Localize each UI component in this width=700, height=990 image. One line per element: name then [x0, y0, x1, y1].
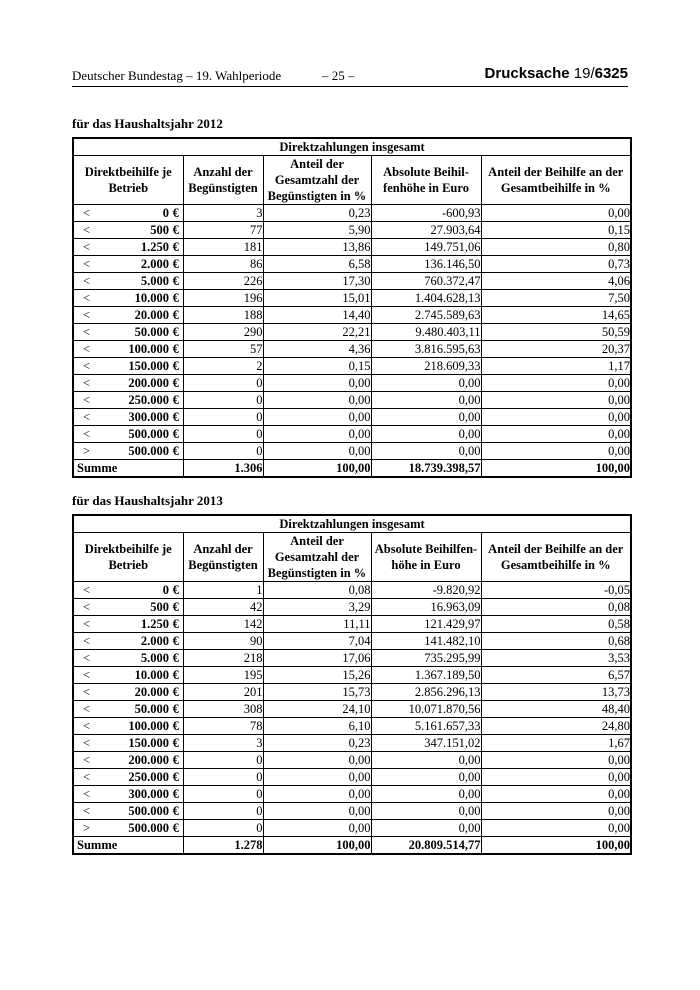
table-row: [73, 341, 631, 358]
header-parliament: Deutscher Bundestag – 19. Wahlperiode: [72, 68, 282, 83]
bracket-amount: 500.000: [99, 820, 169, 837]
beneficiary-count: 57: [183, 341, 263, 358]
beneficiary-share: 0,15: [263, 358, 371, 375]
beneficiary-count: 181: [183, 239, 263, 256]
col-header-absolute: Absolute Beihil-fenhöhe in Euro: [371, 156, 481, 205]
bracket-sign: >: [73, 820, 99, 837]
bracket-sign: <: [73, 769, 99, 786]
currency-symbol: €: [169, 701, 183, 718]
beneficiary-count: 290: [183, 324, 263, 341]
currency-symbol: €: [169, 599, 183, 616]
bracket-amount: 50.000: [99, 701, 169, 718]
table-row: [73, 239, 631, 256]
table-row: [73, 582, 631, 599]
bracket-sign: <: [73, 256, 99, 273]
currency-symbol: €: [169, 307, 183, 324]
sum-row: [73, 460, 631, 478]
beneficiary-count: 0: [183, 443, 263, 460]
col-header-share: Anteil der Gesamtzahl der Begünstigten in %: [263, 533, 371, 582]
bracket-sign: <: [73, 409, 99, 426]
beneficiary-count: 78: [183, 718, 263, 735]
col-header-bracket: Direktbeihilfe je Betrieb: [73, 533, 183, 582]
sum-percent: 100,00: [481, 460, 631, 478]
page-number: – 25 –: [322, 68, 355, 83]
beneficiary-count: 142: [183, 616, 263, 633]
beneficiary-share: 0,00: [263, 409, 371, 426]
table-row: [73, 650, 631, 667]
absolute-aid: 16.963,09: [371, 599, 481, 616]
page-header: [72, 66, 628, 87]
aid-percent: 0,00: [481, 375, 631, 392]
bracket-sign: <: [73, 786, 99, 803]
bracket-amount: 2.000: [99, 633, 169, 650]
sum-percent: 100,00: [481, 837, 631, 855]
absolute-aid: 121.429,97: [371, 616, 481, 633]
aid-percent: 3,53: [481, 650, 631, 667]
table-row: [73, 392, 631, 409]
doc-number: 6325: [594, 65, 628, 82]
beneficiary-share: 15,01: [263, 290, 371, 307]
aid-percent: 0,73: [481, 256, 631, 273]
col-header-percent: Anteil der Beihilfe an der Gesamtbeihilfe in %: [481, 533, 631, 582]
bracket-sign: <: [73, 392, 99, 409]
bracket-amount: 250.000: [99, 769, 169, 786]
absolute-aid: 0,00: [371, 769, 481, 786]
table-row: [73, 701, 631, 718]
currency-symbol: €: [169, 239, 183, 256]
absolute-aid: 141.482,10: [371, 633, 481, 650]
currency-symbol: €: [169, 616, 183, 633]
beneficiary-count: 0: [183, 803, 263, 820]
absolute-aid: 9.480.403,11: [371, 324, 481, 341]
absolute-aid: 2.745.589,63: [371, 307, 481, 324]
table-2013: [72, 514, 632, 855]
bracket-amount: 2.000: [99, 256, 169, 273]
bracket-sign: <: [73, 667, 99, 684]
bracket-sign: <: [73, 358, 99, 375]
beneficiary-count: 0: [183, 409, 263, 426]
bracket-sign: <: [73, 290, 99, 307]
col-header-count: Anzahl der Begünstigten: [183, 156, 263, 205]
bracket-amount: 10.000: [99, 290, 169, 307]
col-header-percent: Anteil der Beihilfe an der Gesamtbeihilfe in %: [481, 156, 631, 205]
currency-symbol: €: [169, 324, 183, 341]
bracket-sign: <: [73, 341, 99, 358]
aid-percent: 0,00: [481, 769, 631, 786]
currency-symbol: €: [169, 205, 183, 222]
section-title-2012: für das Haushaltsjahr 2012: [72, 116, 223, 131]
beneficiary-count: 201: [183, 684, 263, 701]
bracket-amount: 250.000: [99, 392, 169, 409]
table-row: [73, 735, 631, 752]
absolute-aid: 0,00: [371, 786, 481, 803]
beneficiary-count: 86: [183, 256, 263, 273]
bracket-sign: <: [73, 616, 99, 633]
group-header: Direktzahlungen insgesamt: [73, 515, 631, 533]
bracket-sign: <: [73, 803, 99, 820]
beneficiary-count: 0: [183, 786, 263, 803]
beneficiary-share: 3,29: [263, 599, 371, 616]
beneficiary-share: 13,86: [263, 239, 371, 256]
absolute-aid: -9.820,92: [371, 582, 481, 599]
beneficiary-share: 22,21: [263, 324, 371, 341]
bracket-sign: <: [73, 718, 99, 735]
beneficiary-share: 0,23: [263, 205, 371, 222]
absolute-aid: 3.816.595,63: [371, 341, 481, 358]
bracket-amount: 1.250: [99, 616, 169, 633]
bracket-sign: >: [73, 443, 99, 460]
currency-symbol: €: [169, 667, 183, 684]
table-row: [73, 684, 631, 701]
sum-absolute: 18.739.398,57: [371, 460, 481, 478]
bracket-sign: <: [73, 324, 99, 341]
absolute-aid: 10.071.870,56: [371, 701, 481, 718]
bracket-sign: <: [73, 701, 99, 718]
aid-percent: -0,05: [481, 582, 631, 599]
absolute-aid: 0,00: [371, 803, 481, 820]
beneficiary-share: 6,58: [263, 256, 371, 273]
currency-symbol: €: [169, 786, 183, 803]
absolute-aid: 0,00: [371, 375, 481, 392]
table-row: [73, 256, 631, 273]
aid-percent: 0,80: [481, 239, 631, 256]
bracket-sign: <: [73, 650, 99, 667]
sum-absolute: 20.809.514,77: [371, 837, 481, 855]
table-row: [73, 273, 631, 290]
currency-symbol: €: [169, 426, 183, 443]
sum-row: [73, 837, 631, 855]
bracket-amount: 50.000: [99, 324, 169, 341]
col-header-absolute: Absolute Beihilfen-höhe in Euro: [371, 533, 481, 582]
table-row: [73, 222, 631, 239]
table-row: [73, 786, 631, 803]
bracket-amount: 100.000: [99, 718, 169, 735]
absolute-aid: 136.146,50: [371, 256, 481, 273]
bracket-sign: <: [73, 205, 99, 222]
beneficiary-share: 24,10: [263, 701, 371, 718]
aid-percent: 0,00: [481, 205, 631, 222]
table-2012: [72, 137, 632, 478]
table-row: [73, 718, 631, 735]
aid-percent: 0,00: [481, 752, 631, 769]
currency-symbol: €: [169, 443, 183, 460]
bracket-sign: <: [73, 239, 99, 256]
bracket-amount: 0: [99, 582, 169, 599]
bracket-amount: 300.000: [99, 409, 169, 426]
beneficiary-count: 3: [183, 205, 263, 222]
table-row: [73, 752, 631, 769]
absolute-aid: 0,00: [371, 409, 481, 426]
beneficiary-share: 0,00: [263, 786, 371, 803]
bracket-amount: 0: [99, 205, 169, 222]
document-number: [485, 65, 628, 82]
bracket-amount: 500.000: [99, 803, 169, 820]
aid-percent: 20,37: [481, 341, 631, 358]
beneficiary-count: 42: [183, 599, 263, 616]
aid-percent: 0,00: [481, 392, 631, 409]
bracket-sign: <: [73, 307, 99, 324]
bracket-amount: 500.000: [99, 426, 169, 443]
bracket-sign: <: [73, 582, 99, 599]
currency-symbol: €: [169, 803, 183, 820]
aid-percent: 50,59: [481, 324, 631, 341]
beneficiary-share: 4,36: [263, 341, 371, 358]
bracket-amount: 500: [99, 599, 169, 616]
beneficiary-share: 0,00: [263, 820, 371, 837]
beneficiary-count: 0: [183, 392, 263, 409]
beneficiary-count: 188: [183, 307, 263, 324]
currency-symbol: €: [169, 341, 183, 358]
bracket-amount: 500: [99, 222, 169, 239]
bracket-sign: <: [73, 375, 99, 392]
aid-percent: 4,06: [481, 273, 631, 290]
table-row: [73, 358, 631, 375]
absolute-aid: 1.367.189,50: [371, 667, 481, 684]
bracket-amount: 20.000: [99, 684, 169, 701]
absolute-aid: 0,00: [371, 443, 481, 460]
currency-symbol: €: [169, 752, 183, 769]
aid-percent: 24,80: [481, 718, 631, 735]
bracket-amount: 200.000: [99, 752, 169, 769]
aid-percent: 0,00: [481, 443, 631, 460]
bracket-amount: 150.000: [99, 735, 169, 752]
bracket-amount: 100.000: [99, 341, 169, 358]
absolute-aid: 0,00: [371, 752, 481, 769]
beneficiary-share: 15,73: [263, 684, 371, 701]
currency-symbol: €: [169, 409, 183, 426]
aid-percent: 48,40: [481, 701, 631, 718]
beneficiary-count: 2: [183, 358, 263, 375]
aid-percent: 0,00: [481, 409, 631, 426]
aid-percent: 0,00: [481, 426, 631, 443]
doc-label: Drucksache: [484, 65, 570, 82]
aid-percent: 0,08: [481, 599, 631, 616]
beneficiary-count: 226: [183, 273, 263, 290]
aid-percent: 6,57: [481, 667, 631, 684]
bracket-sign: <: [73, 426, 99, 443]
beneficiary-count: 0: [183, 752, 263, 769]
currency-symbol: €: [169, 358, 183, 375]
table-row: [73, 769, 631, 786]
bracket-sign: <: [73, 599, 99, 616]
section-title-2013: für das Haushaltsjahr 2013: [72, 493, 223, 508]
bracket-amount: 200.000: [99, 375, 169, 392]
beneficiary-count: 195: [183, 667, 263, 684]
aid-percent: 14,65: [481, 307, 631, 324]
bracket-sign: <: [73, 752, 99, 769]
bracket-amount: 5.000: [99, 650, 169, 667]
beneficiary-share: 0,00: [263, 752, 371, 769]
aid-percent: 0,00: [481, 786, 631, 803]
beneficiary-count: 77: [183, 222, 263, 239]
aid-percent: 13,73: [481, 684, 631, 701]
table-row: [73, 616, 631, 633]
bracket-amount: 5.000: [99, 273, 169, 290]
col-header-share: Anteil der Gesamtzahl der Begünstigten in %: [263, 156, 371, 205]
bracket-amount: 20.000: [99, 307, 169, 324]
bracket-amount: 10.000: [99, 667, 169, 684]
beneficiary-count: 3: [183, 735, 263, 752]
aid-percent: 0,00: [481, 820, 631, 837]
sum-count: 1.306: [183, 460, 263, 478]
beneficiary-share: 6,10: [263, 718, 371, 735]
beneficiary-share: 0,00: [263, 803, 371, 820]
absolute-aid: 760.372,47: [371, 273, 481, 290]
table-row: [73, 667, 631, 684]
bracket-sign: <: [73, 633, 99, 650]
currency-symbol: €: [169, 375, 183, 392]
table-row: [73, 307, 631, 324]
aid-percent: 7,50: [481, 290, 631, 307]
bracket-amount: 1.250: [99, 239, 169, 256]
doc-number-prefix: 19/: [573, 65, 595, 82]
col-header-bracket: Direktbeihilfe je Betrieb: [73, 156, 183, 205]
beneficiary-share: 0,08: [263, 582, 371, 599]
currency-symbol: €: [169, 820, 183, 837]
bracket-sign: <: [73, 735, 99, 752]
absolute-aid: 347.151,02: [371, 735, 481, 752]
table-row: [73, 820, 631, 837]
table-row: [73, 290, 631, 307]
table-row: [73, 375, 631, 392]
table-row: [73, 599, 631, 616]
sum-label: Summe: [73, 837, 183, 855]
beneficiary-count: 0: [183, 426, 263, 443]
currency-symbol: €: [169, 256, 183, 273]
currency-symbol: €: [169, 222, 183, 239]
beneficiary-share: 0,23: [263, 735, 371, 752]
currency-symbol: €: [169, 290, 183, 307]
beneficiary-share: 0,00: [263, 443, 371, 460]
table-row: [73, 443, 631, 460]
bracket-sign: <: [73, 222, 99, 239]
beneficiary-count: 308: [183, 701, 263, 718]
beneficiary-count: 0: [183, 820, 263, 837]
sum-label: Summe: [73, 460, 183, 478]
currency-symbol: €: [169, 718, 183, 735]
currency-symbol: €: [169, 735, 183, 752]
table-row: [73, 426, 631, 443]
table-row: [73, 803, 631, 820]
currency-symbol: €: [169, 684, 183, 701]
bracket-sign: <: [73, 684, 99, 701]
currency-symbol: €: [169, 650, 183, 667]
aid-percent: 0,58: [481, 616, 631, 633]
currency-symbol: €: [169, 273, 183, 290]
beneficiary-share: 0,00: [263, 375, 371, 392]
beneficiary-share: 11,11: [263, 616, 371, 633]
aid-percent: 0,68: [481, 633, 631, 650]
absolute-aid: 0,00: [371, 820, 481, 837]
beneficiary-share: 15,26: [263, 667, 371, 684]
bracket-sign: <: [73, 273, 99, 290]
absolute-aid: 27.903,64: [371, 222, 481, 239]
beneficiary-count: 0: [183, 375, 263, 392]
sum-count: 1.278: [183, 837, 263, 855]
bracket-amount: 500.000: [99, 443, 169, 460]
sum-share: 100,00: [263, 837, 371, 855]
currency-symbol: €: [169, 392, 183, 409]
currency-symbol: €: [169, 769, 183, 786]
absolute-aid: -600,93: [371, 205, 481, 222]
beneficiary-count: 0: [183, 769, 263, 786]
beneficiary-share: 0,00: [263, 392, 371, 409]
table-row: [73, 633, 631, 650]
currency-symbol: €: [169, 582, 183, 599]
group-header: Direktzahlungen insgesamt: [73, 138, 631, 156]
beneficiary-share: 0,00: [263, 769, 371, 786]
beneficiary-share: 14,40: [263, 307, 371, 324]
absolute-aid: 149.751,06: [371, 239, 481, 256]
beneficiary-count: 218: [183, 650, 263, 667]
beneficiary-share: 0,00: [263, 426, 371, 443]
table-row: [73, 409, 631, 426]
currency-symbol: €: [169, 633, 183, 650]
aid-percent: 1,67: [481, 735, 631, 752]
beneficiary-share: 17,30: [263, 273, 371, 290]
col-header-count: Anzahl der Begünstigten: [183, 533, 263, 582]
table-row: [73, 324, 631, 341]
beneficiary-count: 90: [183, 633, 263, 650]
absolute-aid: 0,00: [371, 426, 481, 443]
beneficiary-count: 196: [183, 290, 263, 307]
absolute-aid: 735.295,99: [371, 650, 481, 667]
sum-share: 100,00: [263, 460, 371, 478]
beneficiary-count: 1: [183, 582, 263, 599]
aid-percent: 0,15: [481, 222, 631, 239]
absolute-aid: 0,00: [371, 392, 481, 409]
absolute-aid: 5.161.657,33: [371, 718, 481, 735]
beneficiary-share: 17,06: [263, 650, 371, 667]
table-row: [73, 205, 631, 222]
beneficiary-share: 7,04: [263, 633, 371, 650]
aid-percent: 1,17: [481, 358, 631, 375]
beneficiary-share: 5,90: [263, 222, 371, 239]
bracket-amount: 300.000: [99, 786, 169, 803]
absolute-aid: 2.856.296,13: [371, 684, 481, 701]
absolute-aid: 218.609,33: [371, 358, 481, 375]
absolute-aid: 1.404.628,13: [371, 290, 481, 307]
aid-percent: 0,00: [481, 803, 631, 820]
bracket-amount: 150.000: [99, 358, 169, 375]
